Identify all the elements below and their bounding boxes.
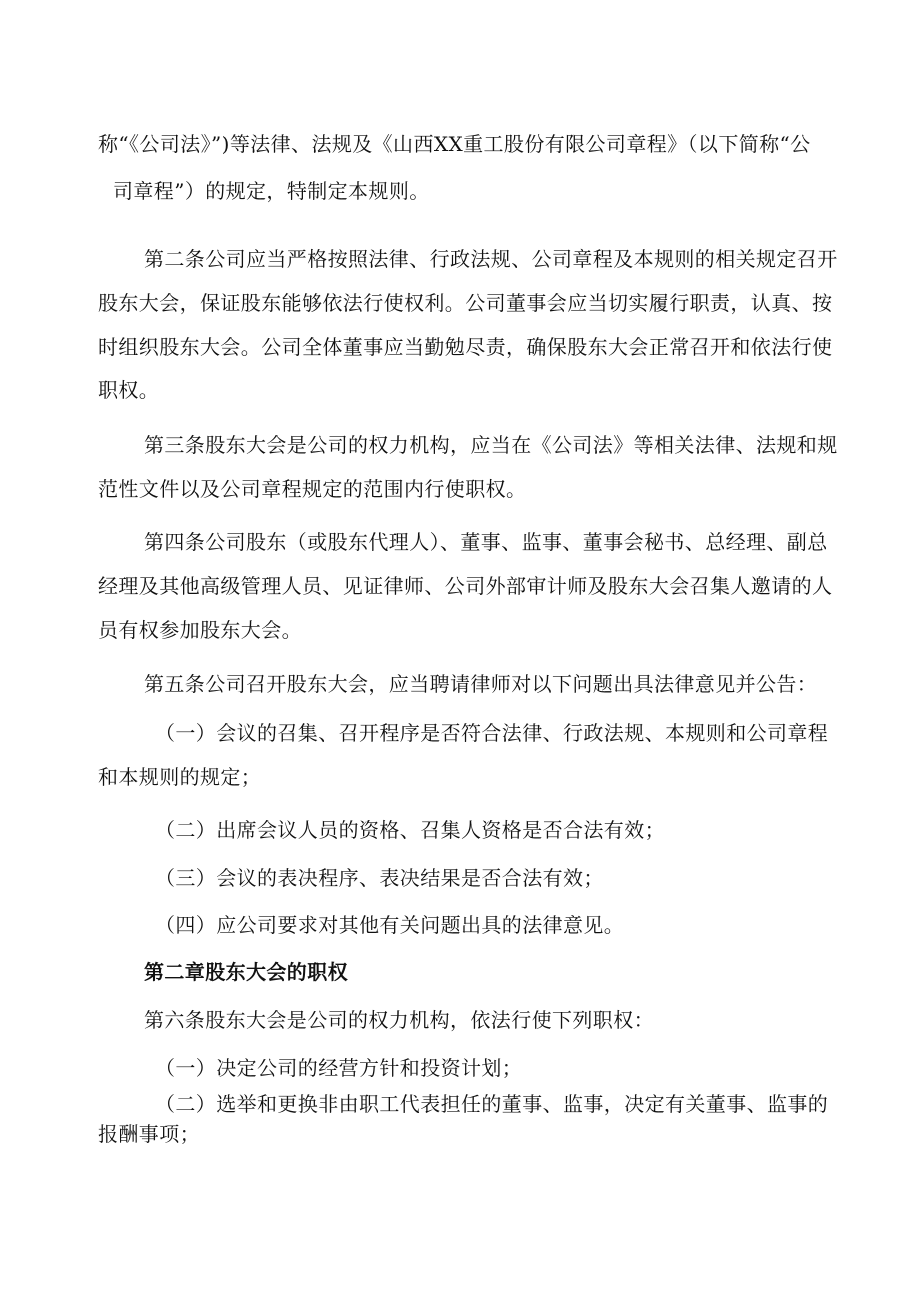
text-line: 股东大会，保证股东能够依法行使权利。公司董事会应当切实履行职责，认真、按 (98, 291, 833, 315)
text-line: 时组织股东大会。公司全体董事应当勤勉尽责，确保股东大会正常召开和依法行使 (98, 335, 833, 359)
text-line: 第六条股东大会是公司的权力机构，依法行使下列职权： (144, 1008, 654, 1032)
text-line: （二）出席会议人员的资格、召集人资格是否合法有效； (155, 818, 665, 842)
text-line: （三）会议的表决程序、表决结果是否合法有效； (155, 866, 604, 890)
text-line: 第五条公司召开股东大会，应当聘请律师对以下问题出具法律意见并公告： (144, 672, 818, 696)
text-line: 第三条股东大会是公司的权力机构，应当在《公司法》等相关法律、法规和规 (144, 433, 838, 457)
text-line: （四）应公司要求对其他有关问题出具的法律意见。 (155, 913, 625, 937)
text-line: 第四条公司股东（或股东代理人）、董事、监事、董事会秘书、总经理、副总 (144, 530, 828, 554)
text-line: 第二条公司应当严格按照法律、行政法规、公司章程及本规则的相关规定召开 (144, 247, 838, 271)
text-line: 职权。 (98, 378, 160, 402)
text-line: 员有权参加股东大会。 (98, 618, 302, 642)
text-line: 司章程”）的规定，特制定本规则。 (113, 179, 430, 203)
text-line: 和本规则的规定； (98, 765, 262, 789)
text-line: 范性文件以及公司章程规定的范围内行使职权。 (98, 477, 527, 501)
text-line: 经理及其他高级管理人员、见证律师、公司外部审计师及股东大会召集人邀请的人 (98, 574, 833, 598)
text-line: （一）决定公司的经营方针和投资计划； (155, 1056, 523, 1080)
chapter-heading: 第二章股东大会的职权 (144, 960, 348, 984)
text-line: （二）选举和更换非由职工代表担任的董事、监事，决定有关董事、监事的 (155, 1092, 829, 1116)
text-line: 报酬事项； (98, 1122, 200, 1146)
text-line: 称“《公司法》”)等法律、法规及《山西XX重工股份有限公司章程》（以下简称“公 (98, 132, 811, 156)
text-line: （一）会议的召集、召开程序是否符合法律、行政法规、本规则和公司章程 (155, 721, 829, 745)
